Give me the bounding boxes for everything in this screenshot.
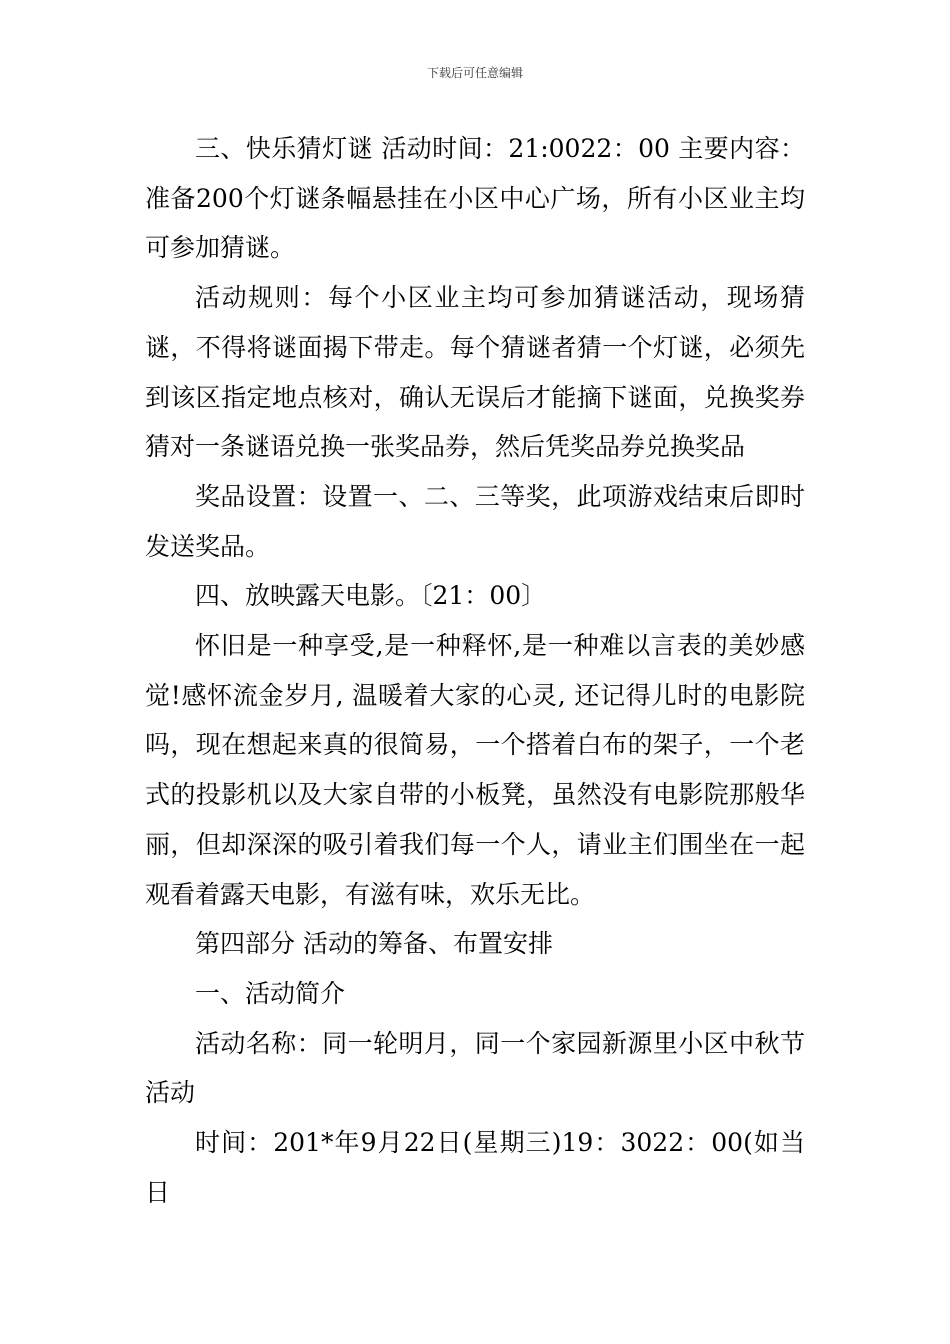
page-header: 下载后可任意编辑: [426, 66, 523, 80]
paragraph-outdoor-movie-heading: 四、放映露天电影。〔21：00〕: [195, 581, 547, 611]
paragraph-nostalgia: 怀旧是一种享受,是一种释怀,是一种难以言表的美妙感觉!感怀流金岁月, 温暖着大家的心灵, 还记得儿时的电影院吗，现在想起来真的很简易，一个搭着白布的架子，一个老式的投影机以及大家自带的小板凳，虽然没有电影院那般华丽，但却深深的吸引着我们每一个人，请业主们围坐在一起观看着露天电影，有滋有味，欢乐无比。: [145, 631, 805, 909]
paragraph-activity-intro-heading: 一、活动简介: [195, 978, 346, 1008]
paragraph-part-four-heading: 第四部分 活动的筹备、布置安排: [195, 929, 553, 959]
paragraph-activity-rules: 活动规则：每个小区业主均可参加猜谜活动，现场猜谜，不得将谜面揭下带走。每个猜谜者猜一个灯谜，必须先到该区指定地点核对，确认无误后才能摘下谜面，兑换奖券猜对一条谜语兑换一张奖品券，然后凭奖品券兑换奖品: [145, 283, 805, 462]
paragraph-activity-name: 活动名称：同一轮明月，同一个家园新源里小区中秋节活动: [145, 1028, 805, 1108]
document-body: [145, 124, 805, 1217]
paragraph-activity-time: 时间：201*年9月22日(星期三)19：3022：00(如当日: [145, 1128, 805, 1207]
paragraph-lantern-riddles: 三、快乐猜灯谜 活动时间：21:0022：00 主要内容：准备200个灯谜条幅悬挂在小区中心广场，所有小区业主均可参加猜谜。: [145, 134, 805, 263]
paragraph-prize-settings: 奖品设置：设置一、二、三等奖，此项游戏结束后即时发送奖品。: [145, 481, 805, 561]
